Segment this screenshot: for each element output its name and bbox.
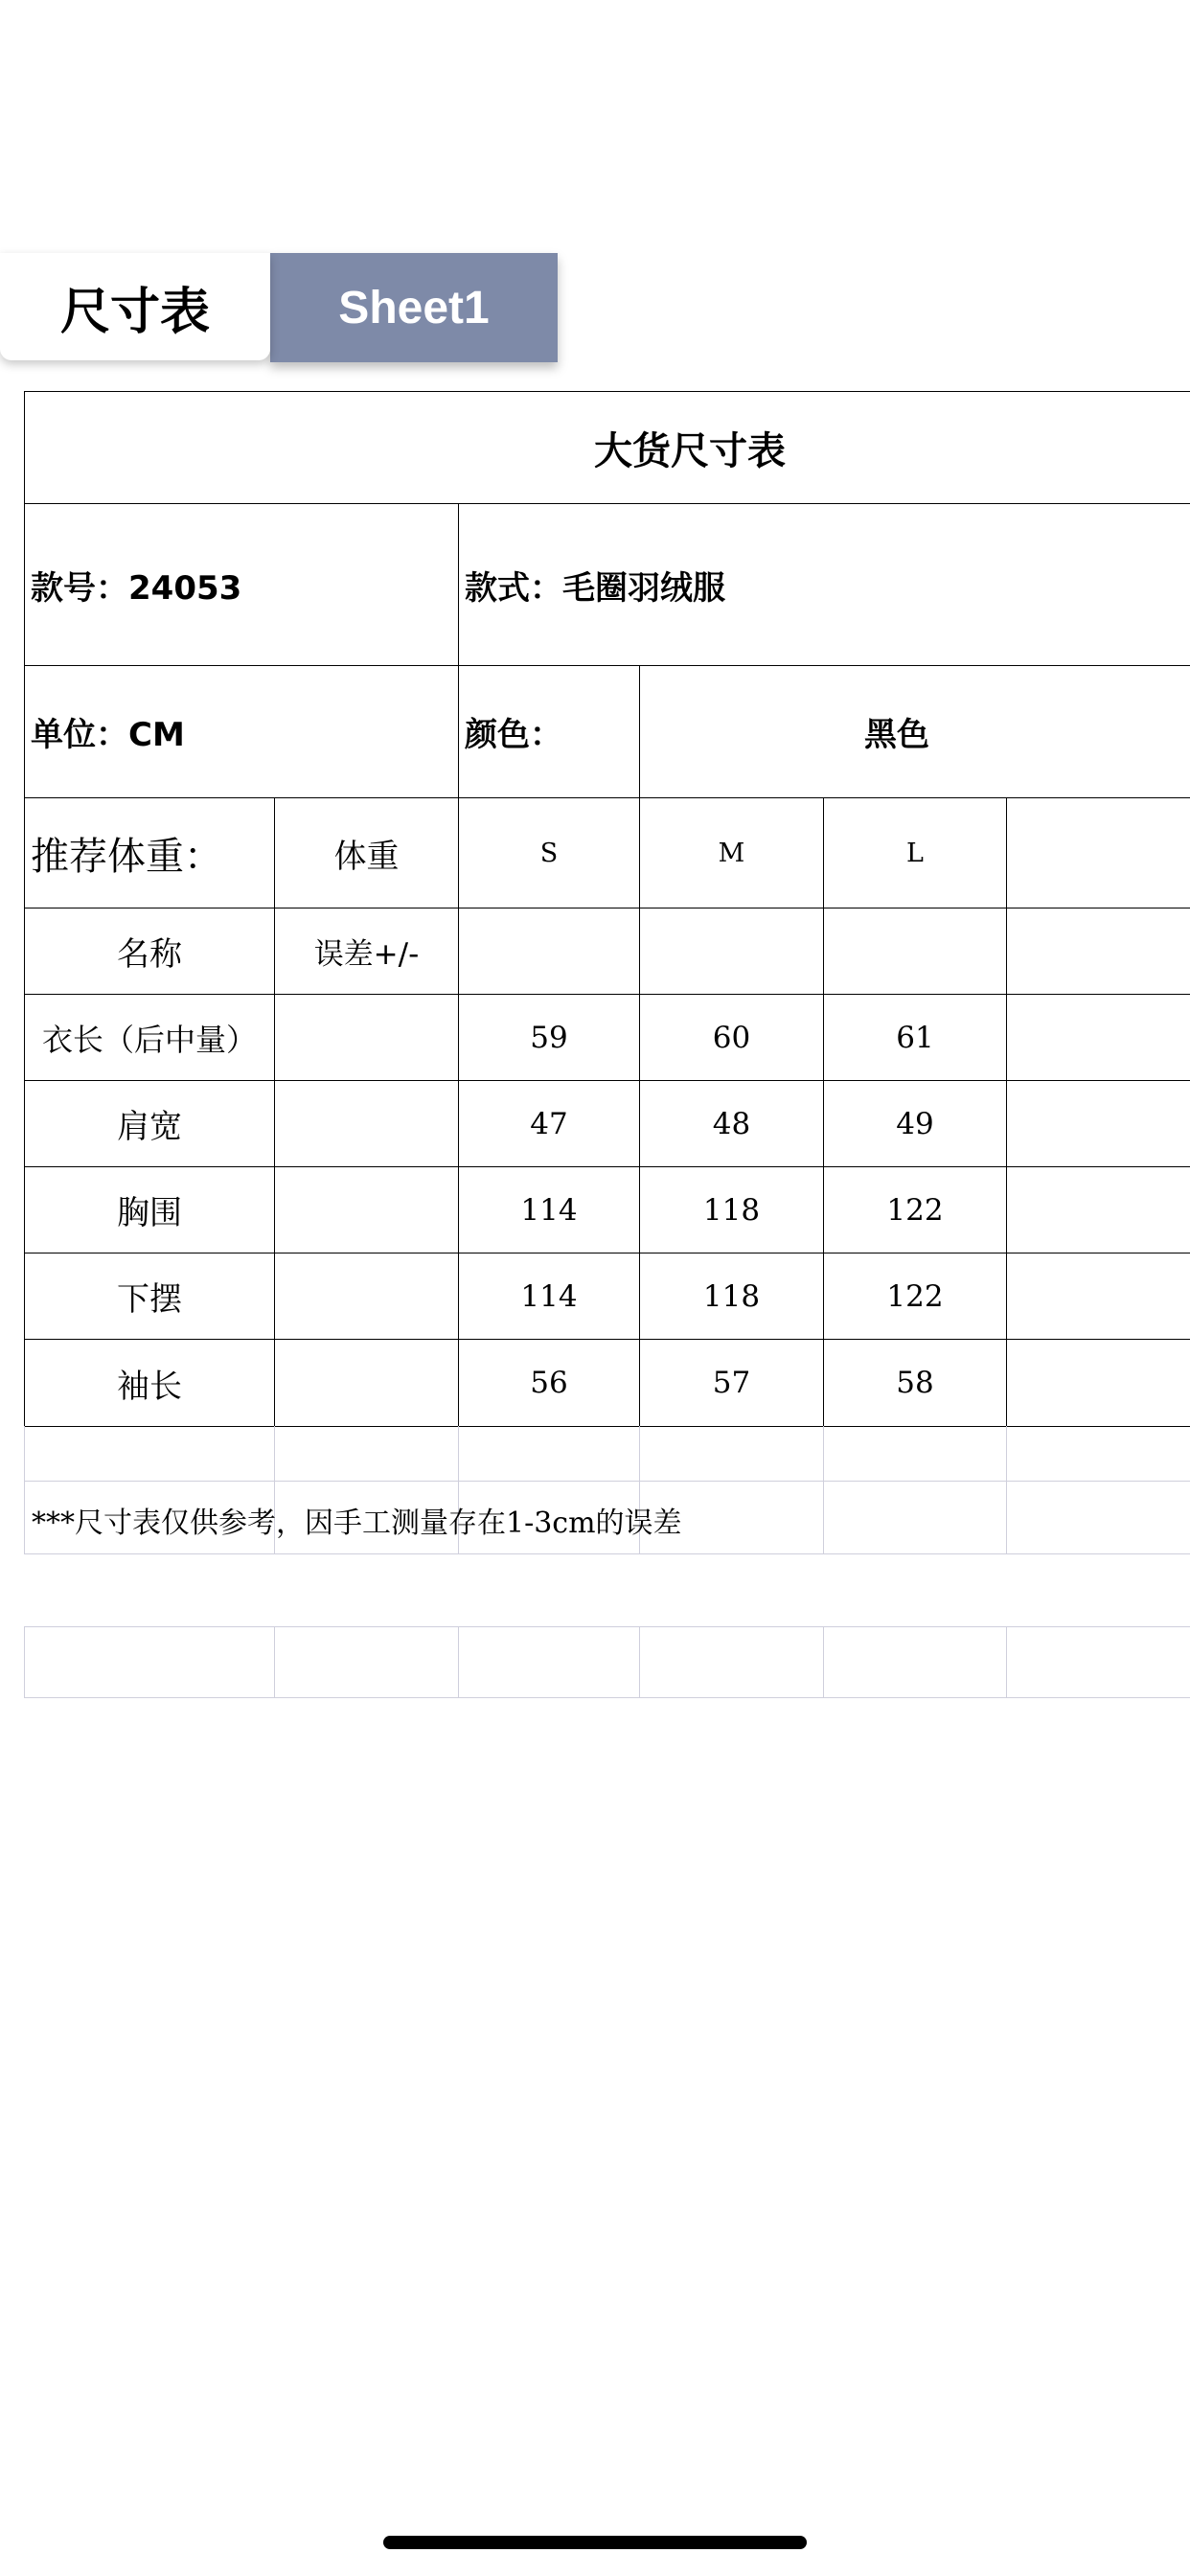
empty-cell[interactable] bbox=[458, 908, 640, 995]
size-chart-note: ***尺寸表仅供参考，因手工测量存在1-3cm的误差 bbox=[32, 1506, 682, 1540]
value-cell-m[interactable]: 60 bbox=[639, 994, 824, 1081]
tab-size-chart[interactable]: 尺寸表 bbox=[0, 253, 270, 360]
tolerance-cell[interactable] bbox=[274, 994, 459, 1081]
measure-name-cell[interactable]: 袖长 bbox=[24, 1339, 275, 1427]
value-cell-l[interactable]: 61 bbox=[823, 994, 1007, 1081]
value-cell-s[interactable]: 114 bbox=[458, 1253, 640, 1340]
empty-cell[interactable] bbox=[639, 1426, 824, 1482]
value-cell-s[interactable]: 47 bbox=[458, 1080, 640, 1167]
tolerance-header-cell[interactable]: 误差+/- bbox=[274, 908, 459, 995]
measure-name-cell[interactable]: 衣长（后中量） bbox=[24, 994, 275, 1081]
size-s-header[interactable]: S bbox=[458, 797, 640, 908]
name-header-cell[interactable]: 名称 bbox=[24, 908, 275, 995]
measure-name-cell[interactable]: 肩宽 bbox=[24, 1080, 275, 1167]
tolerance-cell[interactable] bbox=[274, 1339, 459, 1427]
home-indicator[interactable] bbox=[383, 2536, 807, 2549]
tolerance-cell[interactable] bbox=[274, 1253, 459, 1340]
empty-cell[interactable] bbox=[24, 1426, 275, 1482]
style-number-cell[interactable]: 款号：24053 bbox=[24, 503, 459, 666]
empty-cell[interactable] bbox=[1006, 1626, 1190, 1698]
empty-cell[interactable] bbox=[639, 908, 824, 995]
value-cell-s[interactable]: 114 bbox=[458, 1166, 640, 1254]
empty-cell[interactable] bbox=[274, 1626, 459, 1698]
unit-cell[interactable]: 单位：CM bbox=[24, 665, 459, 798]
value-cell-l[interactable]: 58 bbox=[823, 1339, 1007, 1427]
empty-cell[interactable] bbox=[274, 1426, 459, 1482]
color-value-cell[interactable]: 黑色 bbox=[639, 665, 1190, 798]
empty-cell[interactable] bbox=[1006, 1080, 1190, 1167]
empty-cell[interactable] bbox=[1006, 797, 1190, 908]
table-title: 大货尺寸表 bbox=[24, 391, 1190, 504]
empty-cell[interactable] bbox=[823, 1426, 1007, 1482]
value-cell-s[interactable]: 56 bbox=[458, 1339, 640, 1427]
tab-sheet1[interactable]: Sheet1 bbox=[270, 253, 558, 362]
empty-cell[interactable] bbox=[24, 1626, 275, 1698]
empty-cell[interactable] bbox=[1006, 1481, 1190, 1554]
empty-cell[interactable] bbox=[1006, 1253, 1190, 1340]
size-m-header[interactable]: M bbox=[639, 797, 824, 908]
recommended-weight-cell[interactable]: 推荐体重： bbox=[24, 797, 275, 908]
value-cell-l[interactable]: 122 bbox=[823, 1253, 1007, 1340]
measure-name-cell[interactable]: 胸围 bbox=[24, 1166, 275, 1254]
empty-cell[interactable] bbox=[458, 1426, 640, 1482]
empty-cell[interactable] bbox=[1006, 1166, 1190, 1254]
measure-name-cell[interactable]: 下摆 bbox=[24, 1253, 275, 1340]
empty-cell[interactable] bbox=[823, 1626, 1007, 1698]
value-cell-s[interactable]: 59 bbox=[458, 994, 640, 1081]
value-cell-m[interactable]: 48 bbox=[639, 1080, 824, 1167]
value-cell-m[interactable]: 118 bbox=[639, 1253, 824, 1340]
style-name-cell[interactable]: 款式：毛圈羽绒服 bbox=[458, 503, 1190, 666]
empty-cell[interactable] bbox=[1006, 908, 1190, 995]
empty-cell[interactable] bbox=[1006, 1426, 1190, 1482]
value-cell-l[interactable]: 122 bbox=[823, 1166, 1007, 1254]
color-label-cell[interactable]: 颜色： bbox=[458, 665, 640, 798]
value-cell-m[interactable]: 57 bbox=[639, 1339, 824, 1427]
value-cell-l[interactable]: 49 bbox=[823, 1080, 1007, 1167]
empty-cell[interactable] bbox=[639, 1626, 824, 1698]
empty-cell[interactable] bbox=[823, 908, 1007, 995]
empty-cell[interactable] bbox=[1006, 1339, 1190, 1427]
value-cell-m[interactable]: 118 bbox=[639, 1166, 824, 1254]
size-l-header[interactable]: L bbox=[823, 797, 1007, 908]
weight-header-cell[interactable]: 体重 bbox=[274, 797, 459, 908]
empty-cell[interactable] bbox=[823, 1481, 1007, 1554]
empty-cell[interactable] bbox=[458, 1626, 640, 1698]
empty-cell[interactable] bbox=[1006, 994, 1190, 1081]
tolerance-cell[interactable] bbox=[274, 1080, 459, 1167]
tolerance-cell[interactable] bbox=[274, 1166, 459, 1254]
